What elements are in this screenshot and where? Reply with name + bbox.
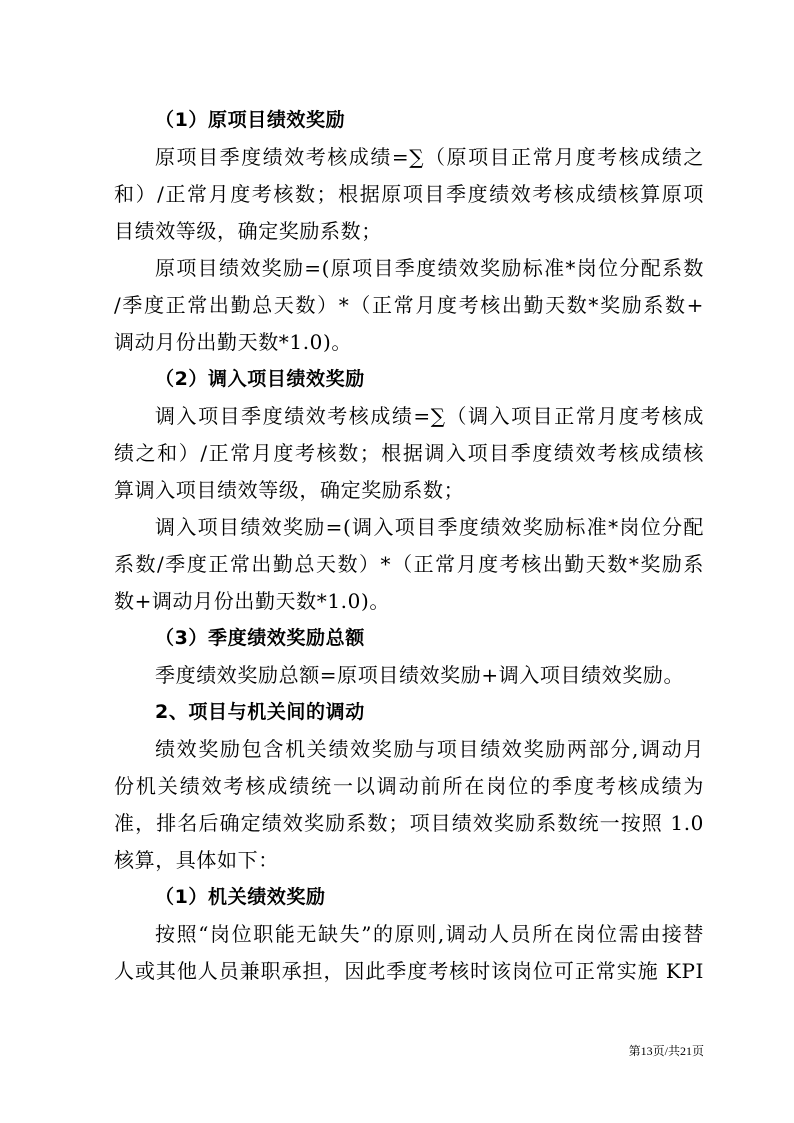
paragraph-line: 绩效奖励包含机关绩效奖励与项目绩效奖励两部分,调动月 (155, 737, 704, 761)
paragraph-line: 份机关绩效考核成绩统一以调动前所在岗位的季度考核成绩为 (114, 774, 704, 798)
paragraph-line: 人或其他人员兼职承担，因此季度考核时该岗位可正常实施 KPI (114, 959, 704, 983)
paragraph-line: 数+调动月份出勤天数*1.0)。 (114, 589, 390, 613)
paragraph-line: 原项目绩效奖励=(原项目季度绩效奖励标准*岗位分配系数 (155, 256, 704, 280)
paragraph-line: 调动月份出勤天数*1.0)。 (114, 330, 353, 354)
section-heading-original-project-bonus: （1）原项目绩效奖励 (155, 109, 346, 131)
section-heading-project-office-transfer: 2、项目与机关间的调动 (155, 701, 365, 723)
paragraph-line: 季度绩效奖励总额=原项目绩效奖励+调入项目绩效奖励。 (155, 663, 685, 687)
paragraph-line: 调入项目绩效奖励=(调入项目季度绩效奖励标准*岗位分配 (155, 515, 704, 539)
paragraph-line: 绩之和）/正常月度考核数；根据调入项目季度绩效考核成绩核 (114, 441, 704, 465)
paragraph-line: 原项目季度绩效考核成绩=∑（原项目正常月度考核成绩之 (155, 145, 704, 169)
paragraph-line: 目绩效等级，确定奖励系数； (114, 219, 382, 243)
section-heading-office-bonus: （1）机关绩效奖励 (155, 886, 326, 908)
section-heading-transferred-project-bonus: （2）调入项目绩效奖励 (155, 368, 365, 390)
paragraph-line: 调入项目季度绩效考核成绩=∑（调入项目正常月度考核成 (155, 404, 704, 428)
paragraph-line: /季度正常出勤总天数）*（正常月度考核出勤天数*奖励系数+ (114, 293, 704, 317)
paragraph-line: 算调入项目绩效等级，确定奖励系数； (114, 478, 465, 502)
paragraph-line: 按照“岗位职能无缺失”的原则,调动人员所在岗位需由接替 (155, 922, 704, 946)
paragraph-line: 核算，具体如下： (114, 848, 279, 872)
section-heading-quarterly-total: （3）季度绩效奖励总额 (155, 627, 365, 649)
paragraph-line: 系数/季度正常出勤总天数）*（正常月度考核出勤天数*奖励系 (114, 552, 704, 576)
paragraph-line: 准，排名后确定绩效奖励系数；项目绩效奖励系数统一按照 1.0 (114, 811, 704, 835)
paragraph-line: 和）/正常月度考核数；根据原项目季度绩效考核成绩核算原项 (114, 182, 704, 206)
page-number: 第13页/共21页 (628, 1044, 704, 1058)
